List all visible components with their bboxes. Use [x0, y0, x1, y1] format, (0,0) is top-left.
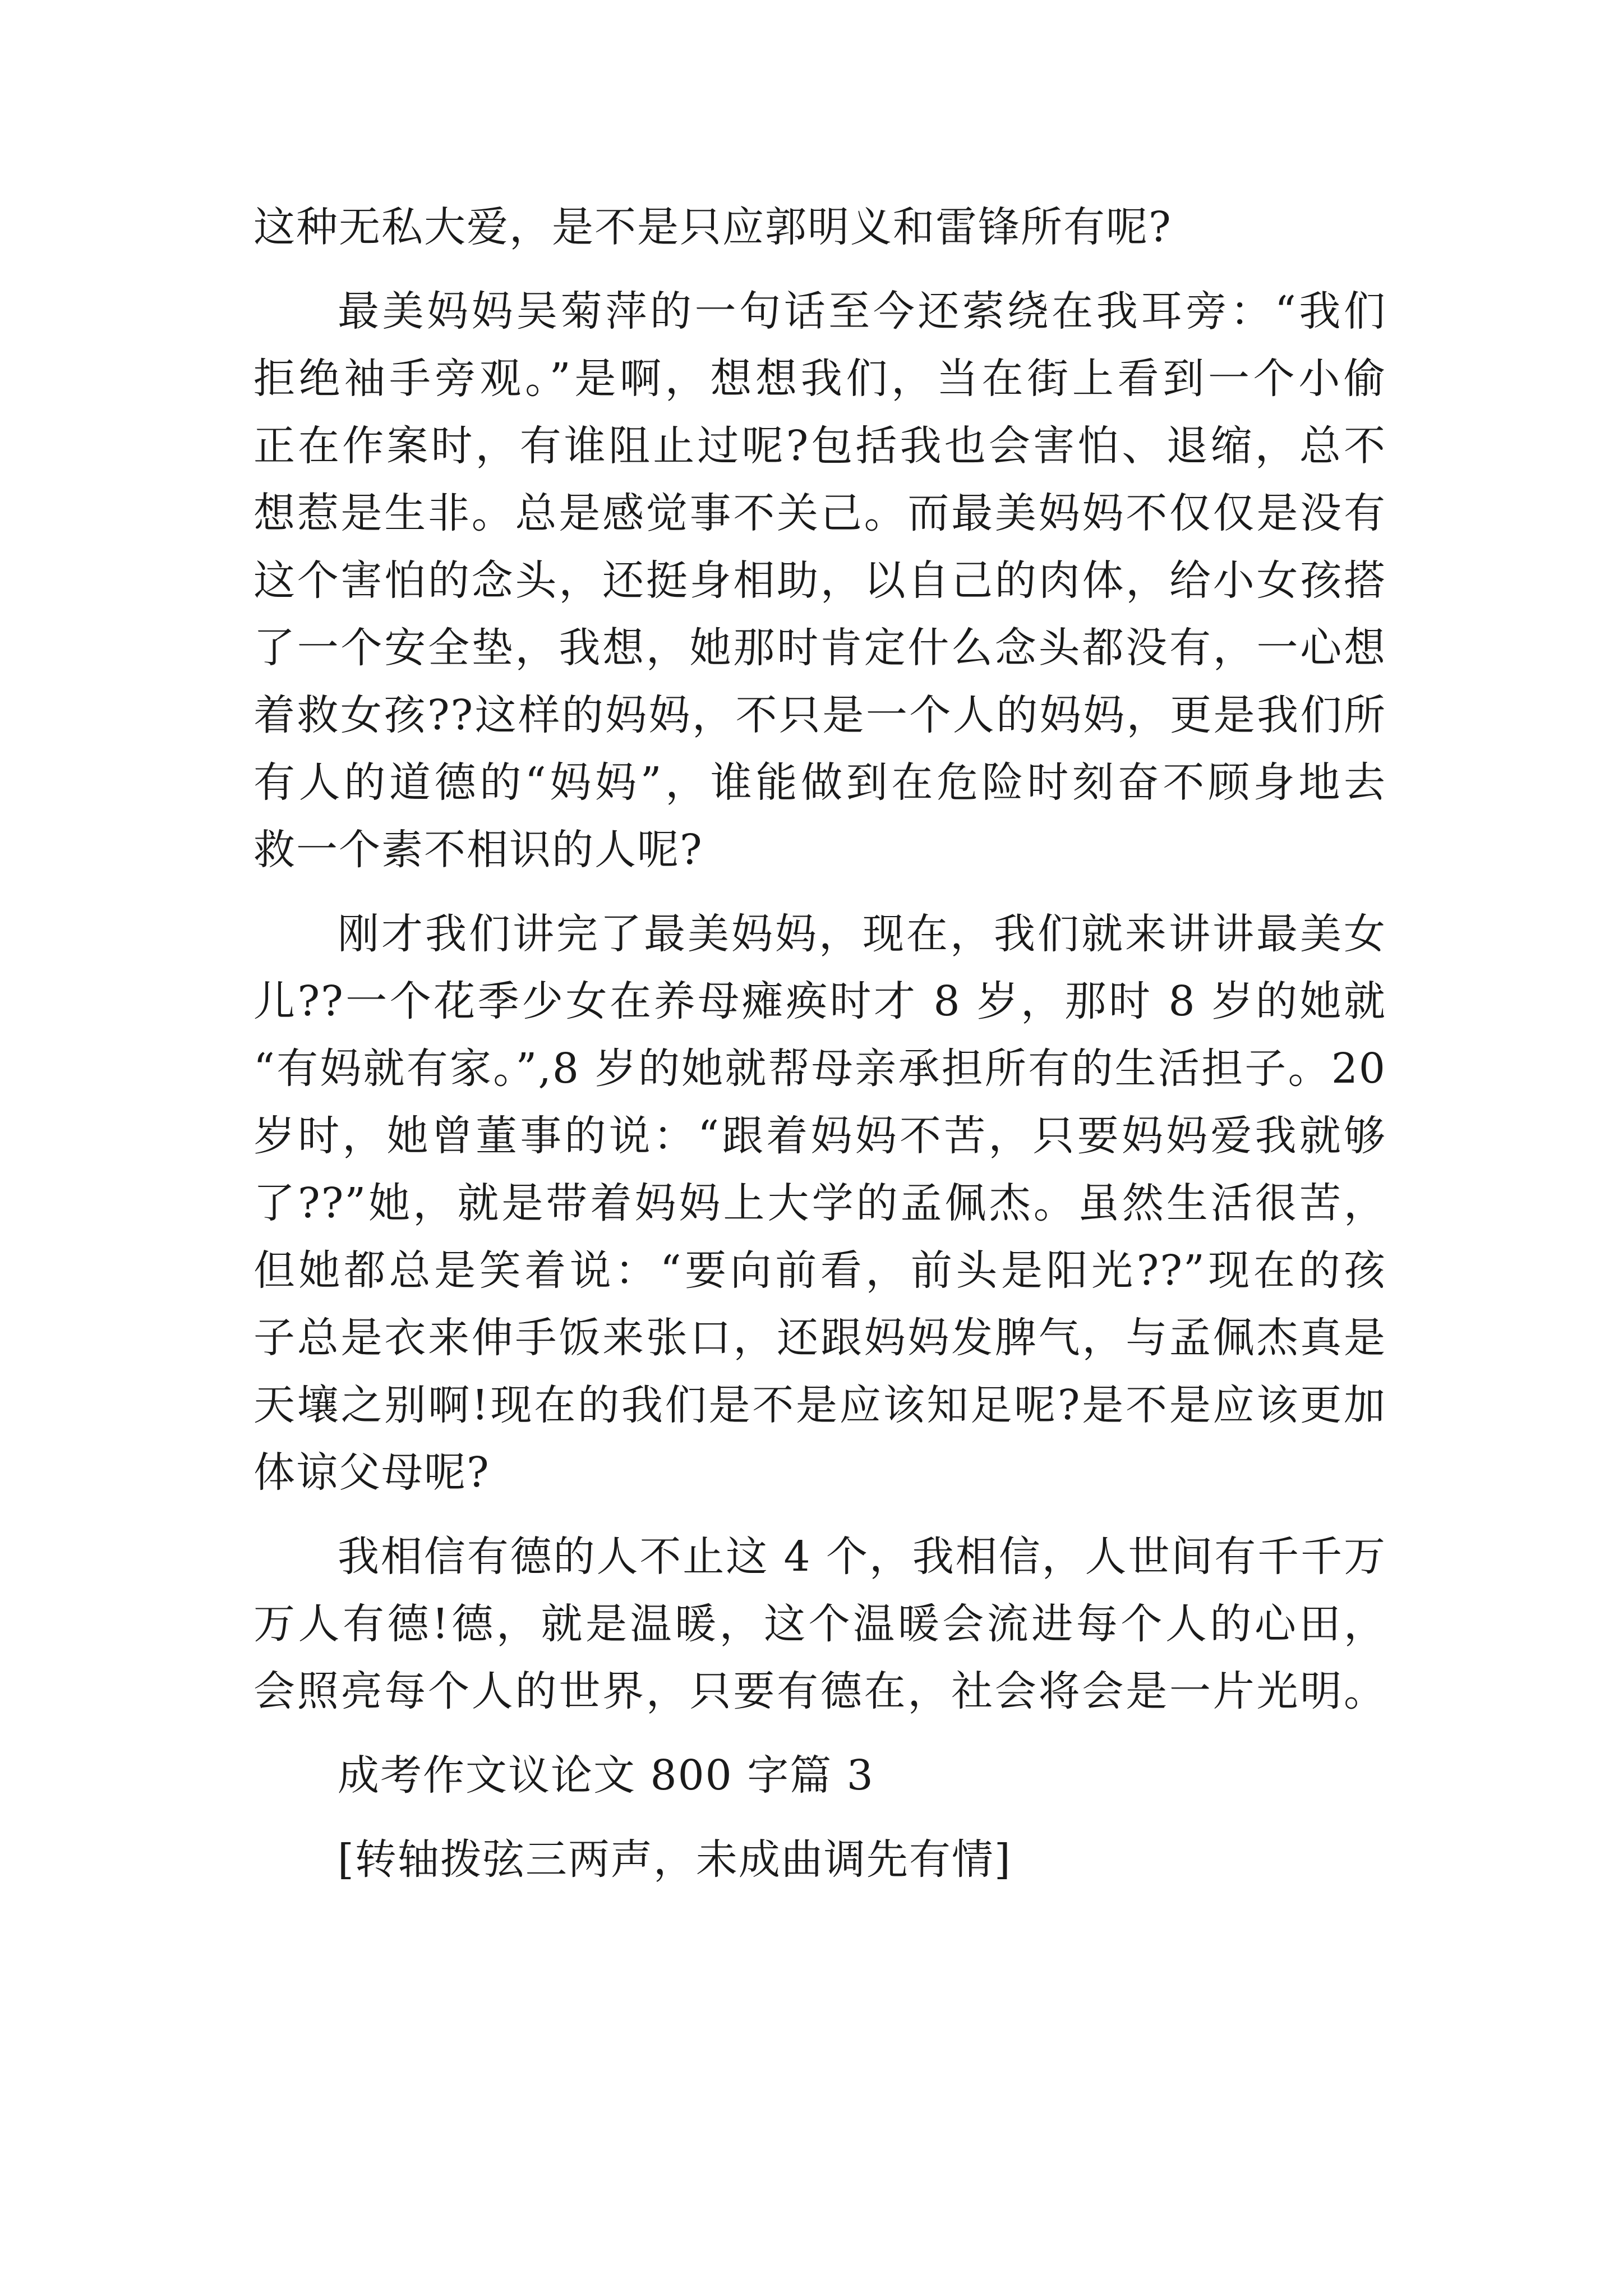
paragraph-gap: [253, 1725, 1386, 1742]
text-line: 体谅父母呢?: [253, 1448, 490, 1497]
text-line: “有妈就有家。”,8 岁的她就帮母亲承担所有的生活担子。20: [253, 1045, 1386, 1093]
text-line: 岁时，她曾董事的说：“跟着妈妈不苦，只要妈妈爱我就够: [253, 1112, 1386, 1160]
text-line: 天壤之别啊!现在的我们是不是应该知足呢?是不是应该更加: [253, 1381, 1386, 1429]
text-line: 正在作案时，有谁阻止过呢?包括我也会害怕、退缩，总不: [253, 422, 1386, 470]
text-line: 我相信有德的人不止这 4 个，我相信，人世间有千千万: [338, 1533, 1386, 1581]
paragraph-gap: [253, 261, 1386, 278]
text-line: 最美妈妈吴菊萍的一句话至今还萦绕在我耳旁：“我们: [338, 287, 1386, 335]
epigraph-line: [转轴拨弦三两声，未成曲调先有情]: [338, 1835, 1012, 1884]
text-line: 子总是衣来伸手饭来张口，还跟妈妈发脾气，与孟佩杰真是: [253, 1314, 1386, 1362]
paragraph-gap: [253, 884, 1386, 900]
text-line: 刚才我们讲完了最美妈妈，现在，我们就来讲讲最美女: [338, 910, 1386, 958]
text-line: 了??”她，就是带着妈妈上大学的孟佩杰。虽然生活很苦，: [253, 1179, 1386, 1227]
text-line: 救一个素不相识的人呢?: [253, 826, 703, 874]
text-line: 着救女孩??这样的妈妈，不只是一个人的妈妈，更是我们所: [253, 691, 1386, 739]
text-line: 会照亮每个人的世界，只要有德在，社会将会是一片光明。: [253, 1667, 1386, 1715]
text-line: 了一个安全垫，我想，她那时肯定什么念头都没有，一心想: [253, 624, 1386, 672]
text-line: 拒绝袖手旁观。”是啊，想想我们，当在街上看到一个小偷: [253, 355, 1386, 403]
essay-body: [253, 194, 1386, 1893]
paragraph-gap: [253, 1506, 1386, 1523]
section-heading: 成考作文议论文 800 字篇 3: [338, 1751, 874, 1800]
text-line: 想惹是生非。总是感觉事不关己。而最美妈妈不仅仅是没有: [253, 489, 1386, 537]
text-line: 万人有德!德，就是温暖，这个温暖会流进每个人的心田，: [253, 1600, 1386, 1648]
text-line: 这个害怕的念头，还挺身相助，以自己的肉体，给小女孩搭: [253, 556, 1386, 605]
text-line: 儿??一个花季少女在养母瘫痪时才 8 岁，那时 8 岁的她就: [253, 977, 1386, 1025]
text-line: 有人的道德的“妈妈”，谁能做到在危险时刻奋不顾身地去: [253, 758, 1386, 807]
paragraph-gap: [253, 1809, 1386, 1826]
text-line: 但她都总是笑着说：“要向前看，前头是阳光??”现在的孩: [253, 1246, 1386, 1295]
text-line: 这种无私大爱，是不是只应郭明义和雷锋所有呢?: [253, 203, 1172, 251]
